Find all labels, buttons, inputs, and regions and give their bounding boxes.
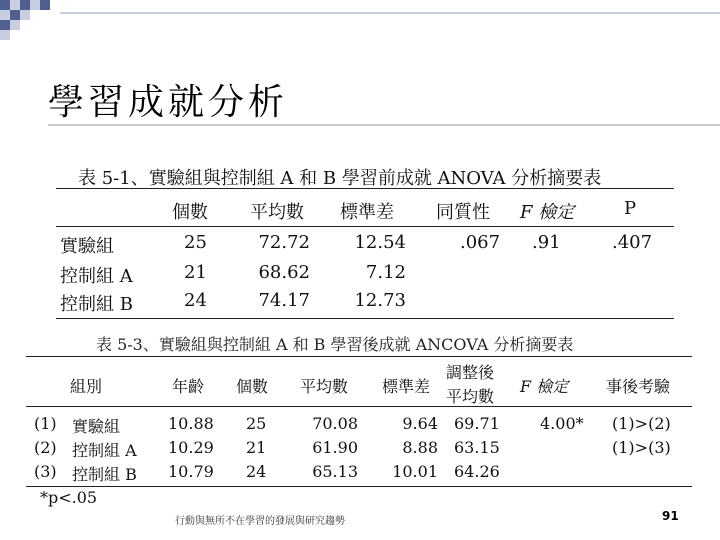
table2-header-adjusted-mean: 平均數 [446, 387, 495, 406]
table2-bottom-rule [26, 486, 692, 487]
table2-header-sd: 標準差 [382, 377, 431, 396]
table1-header-rule [56, 226, 674, 227]
slide-title: 學習成就分析 [48, 82, 289, 123]
table1-row-n: 21 [184, 262, 207, 283]
table1-header-sd: 標準差 [340, 202, 394, 223]
top-rule [60, 12, 720, 14]
table2-header-group: 組別 [70, 377, 103, 396]
table1-title: 表 5-1、實驗組與控制組 A 和 B 學習前成就 ANOVA 分析摘要表 [78, 168, 602, 189]
footer-text: 行動與無所不在學習的發展與研究趨勢 [175, 516, 345, 527]
table2-header-f: F 檢定 [520, 377, 569, 396]
table2-row-sd: 10.01 [392, 462, 438, 481]
table2-row-f: 4.00* [540, 414, 584, 433]
table1-row-sd: 7.12 [365, 262, 406, 283]
table1-header-p: P [624, 198, 637, 219]
table1-row-mean: 74.17 [258, 290, 310, 311]
table2-row-group: 控制組 A [72, 441, 137, 460]
table2-row-posthoc: (1)>(2) [612, 414, 671, 433]
table1-header-homo: 同質性 [436, 202, 490, 223]
table2-note: *p<.05 [40, 488, 98, 507]
table1-header-mean: 平均數 [250, 202, 304, 223]
table2-row-group: 控制組 B [72, 465, 137, 484]
table1-row-homo: .067 [460, 232, 501, 253]
table1-row-group: 實驗組 [60, 236, 114, 257]
table1-row-n: 25 [184, 232, 207, 253]
decorative-squares [0, 0, 60, 40]
page-number: 91 [662, 509, 679, 523]
table2-top-rule [26, 356, 692, 357]
table2-row-adjusted-mean: 63.15 [454, 438, 500, 457]
table2-header-rule [26, 406, 692, 407]
table2-row-posthoc: (1)>(3) [612, 438, 671, 457]
table1-header-f: F 檢定 [520, 202, 575, 223]
table1-row-mean: 72.72 [258, 232, 310, 253]
table2-row-n: 25 [246, 414, 267, 433]
table2-row-adjusted-mean: 64.26 [454, 462, 500, 481]
table2-row-age: 10.79 [168, 462, 214, 481]
table2-row-sd: 9.64 [402, 414, 438, 433]
table2-header-n: 個數 [236, 377, 269, 396]
table2-row-adjusted-mean: 69.71 [454, 414, 500, 433]
table1-top-rule [56, 188, 674, 189]
table2-row-index: (1) [34, 414, 57, 433]
table2-row-group: 實驗組 [72, 417, 121, 436]
table1-row-f: .91 [532, 232, 561, 253]
table2-row-n: 21 [246, 438, 267, 457]
table2-header-mean: 平均數 [300, 377, 349, 396]
table2-row-age: 10.29 [168, 438, 214, 457]
table2-row-sd: 8.88 [402, 438, 438, 457]
table2-header-age: 年齡 [172, 377, 205, 396]
table1-row-sd: 12.54 [354, 232, 406, 253]
table2-row-index: (3) [34, 462, 57, 481]
title-underline [48, 124, 720, 126]
table2-title: 表 5-3、實驗組與控制組 A 和 B 學習後成就 ANCOVA 分析摘要表 [96, 335, 574, 354]
table1-bottom-rule [56, 318, 674, 319]
table2-header-adjusted: 調整後 [446, 363, 495, 382]
table2-header-posthoc: 事後考驗 [606, 377, 671, 396]
table1-row-mean: 68.62 [258, 262, 310, 283]
table2-row-mean: 65.13 [312, 462, 358, 481]
table2-row-mean: 61.90 [312, 438, 358, 457]
table2-row-age: 10.88 [168, 414, 214, 433]
table1-row-p: .407 [612, 232, 653, 253]
table2-row-n: 24 [246, 462, 267, 481]
table1-row-group: 控制組 A [60, 266, 133, 287]
table1-row-n: 24 [184, 290, 207, 311]
table2-row-index: (2) [34, 438, 57, 457]
table1-row-sd: 12.73 [354, 290, 406, 311]
table1-header-n: 個數 [172, 202, 208, 223]
table1-row-group: 控制組 B [60, 294, 133, 315]
table2-row-mean: 70.08 [312, 414, 358, 433]
